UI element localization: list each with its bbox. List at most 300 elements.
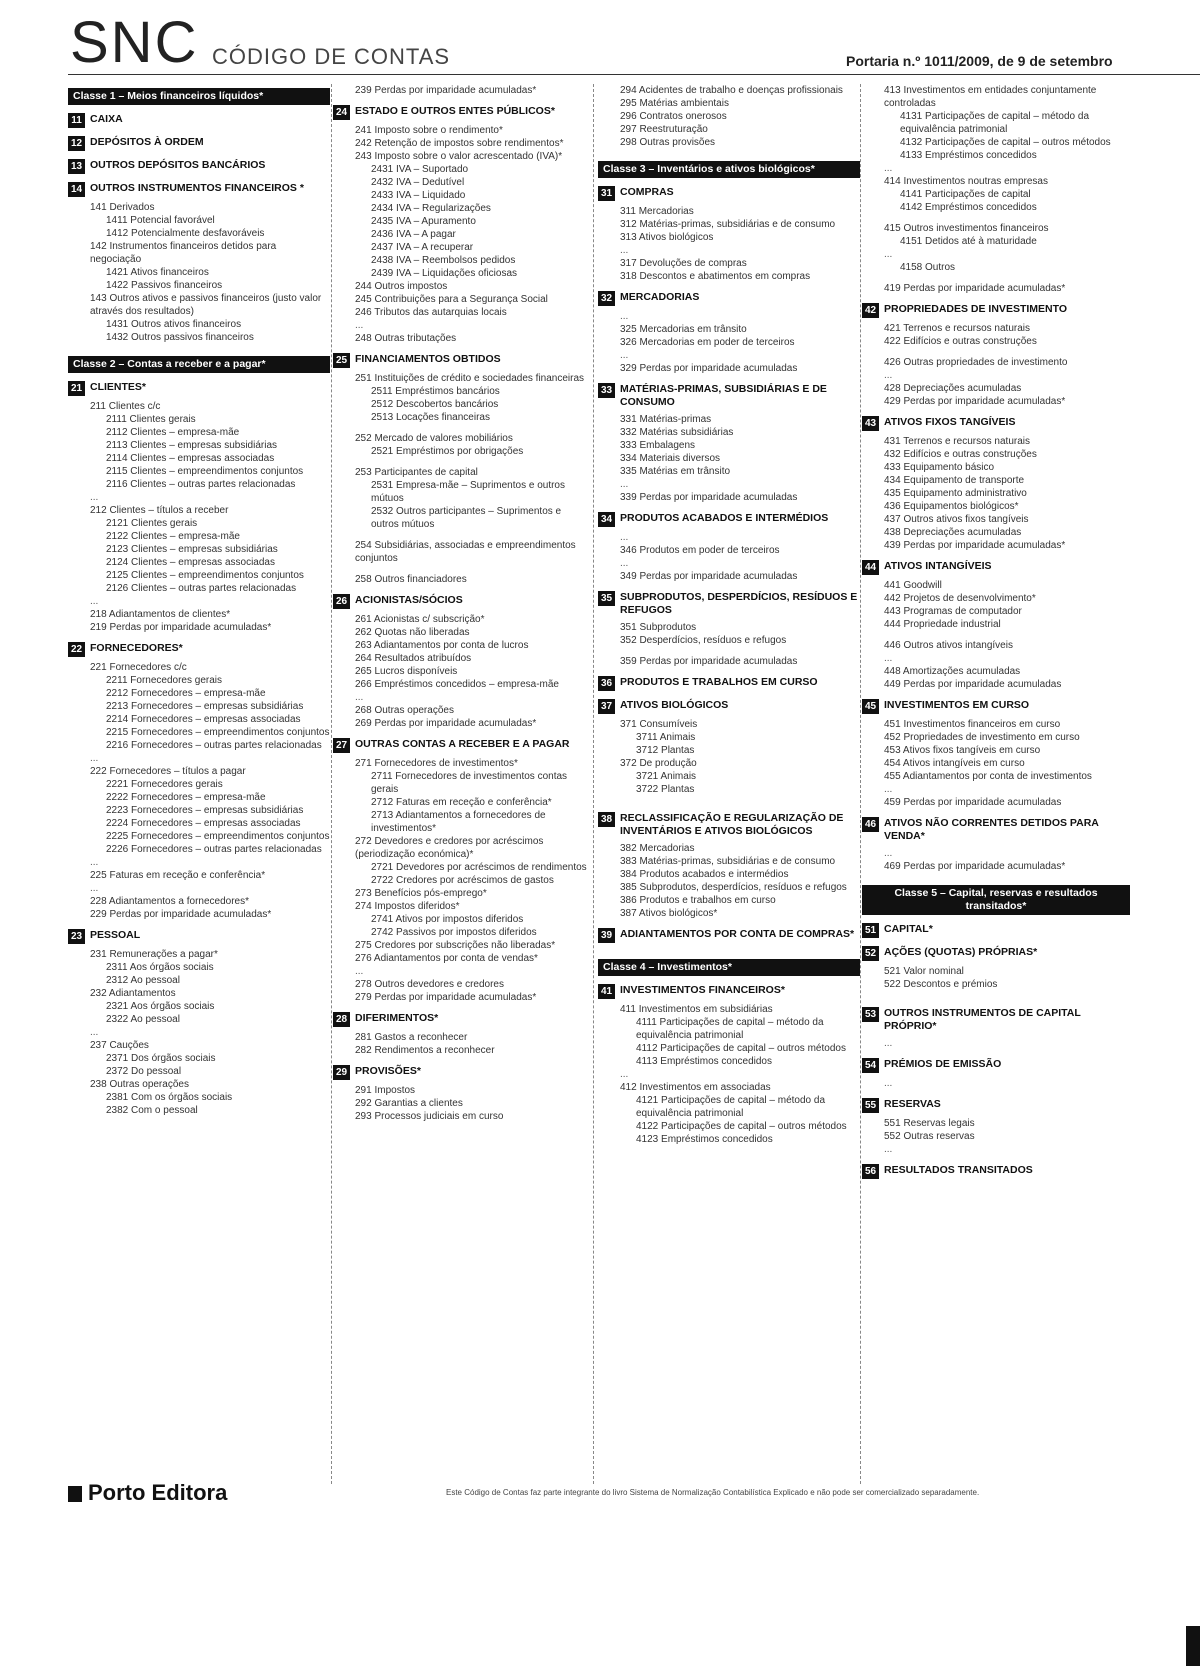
account-item: 2224 Fornecedores – empresas associadas [106, 818, 301, 829]
spacer [333, 424, 588, 432]
account-item: 1412 Potencialmente desfavoráveis [106, 228, 265, 239]
account-item: 141 Derivados [90, 202, 155, 213]
account-title: OUTROS INSTRUMENTOS DE CAPITAL PRÓPRIO* [884, 1007, 1081, 1032]
ellipsis: ... [620, 350, 629, 361]
account-heading [333, 594, 588, 609]
spacer [598, 947, 860, 955]
account-heading [598, 928, 860, 943]
account-title: ATIVOS BIOLÓGICOS [620, 699, 729, 711]
ellipsis: ... [884, 1078, 893, 1089]
account-item: 2722 Credores por acréscimos de gastos [371, 875, 554, 886]
account-heading [862, 1007, 1130, 1033]
account-item: 282 Rendimentos a reconhecer [355, 1045, 495, 1056]
account-item: 2713 Adiantamentos a fornecedores de investimentos* [371, 810, 546, 834]
account-item: 218 Adiantamentos de clientes* [90, 609, 231, 620]
account-title: PESSOAL [90, 929, 141, 941]
account-item: 239 Perdas por imparidade acumuladas* [355, 85, 537, 96]
account-item: 2223 Fornecedores – empresas subsidiárias [106, 805, 304, 816]
account-item: 2438 IVA – Reembolsos pedidos [371, 255, 516, 266]
account-item: 258 Outros financiadores [355, 574, 467, 585]
account-item: 3711 Animais [636, 732, 696, 743]
account-item: 253 Participantes de capital [355, 467, 478, 478]
class-heading: Classe 2 – Contas a receber e a pagar* [68, 356, 330, 373]
spacer [862, 631, 1130, 639]
footer-note: Este Código de Contas faz parte integrante do livro Sistema de Normalização Contabilística Explicado e não pode ser comercializado separadamente. [446, 1488, 980, 1497]
account-number-badge: 42 [862, 303, 879, 318]
account-item: 2321 Aos órgãos sociais [106, 1001, 215, 1012]
account-item: 237 Cauções [90, 1040, 149, 1051]
account-title: SUBPRODUTOS, DESPERDÍCIOS, RESÍDUOS E REFUGOS [620, 591, 858, 616]
account-heading [68, 642, 330, 657]
account-item: 2212 Fornecedores – empresa-mãe [106, 688, 266, 699]
account-heading [333, 1012, 588, 1027]
account-heading [68, 113, 330, 128]
account-item: 421 Terrenos e recursos naturais [884, 323, 1031, 334]
account-number-badge: 54 [862, 1058, 879, 1073]
account-heading [598, 699, 860, 714]
account-number-badge: 44 [862, 560, 879, 575]
account-item: 384 Produtos acabados e intermédios [620, 869, 789, 880]
ellipsis: ... [884, 848, 893, 859]
account-item: 271 Fornecedores de investimentos* [355, 758, 518, 769]
account-title: AÇÕES (QUOTAS) PRÓPRIAS* [884, 946, 1038, 958]
account-item: 4133 Empréstimos concedidos [900, 150, 1037, 161]
account-title: ESTADO E OUTROS ENTES PÚBLICOS* [355, 105, 555, 117]
account-heading [862, 416, 1130, 431]
account-heading [333, 1065, 588, 1080]
account-item: 2433 IVA – Liquidado [371, 190, 466, 201]
account-item: 335 Matérias em trânsito [620, 466, 731, 477]
account-item: 412 Investimentos em associadas [620, 1082, 771, 1093]
account-item: 266 Empréstimos concedidos – empresa-mãe [355, 679, 559, 690]
account-item: 225 Faturas em receção e conferência* [90, 870, 266, 881]
account-number-badge: 53 [862, 1007, 879, 1022]
account-heading [862, 560, 1130, 575]
account-item: 2322 Ao pessoal [106, 1014, 180, 1025]
account-item: 2115 Clientes – empreendimentos conjuntos [106, 466, 304, 477]
publisher-logo [68, 1480, 227, 1506]
account-item: 2211 Fornecedores gerais [106, 675, 222, 686]
spacer [862, 274, 1130, 282]
ellipsis: ... [90, 492, 99, 503]
account-item: 433 Equipamento básico [884, 462, 995, 473]
account-heading [333, 738, 588, 753]
account-item: 438 Depreciações acumuladas [884, 527, 1022, 538]
account-item: 1422 Passivos financeiros [106, 280, 223, 291]
ellipsis: ... [620, 558, 629, 569]
account-item: 221 Fornecedores c/c [90, 662, 187, 673]
account-item: 2512 Descobertos bancários [371, 399, 499, 410]
account-number-badge: 23 [68, 929, 85, 944]
ellipsis: ... [884, 1038, 893, 1049]
column-3 [598, 84, 860, 1146]
account-heading [862, 303, 1130, 318]
account-title: CLIENTES* [90, 381, 147, 393]
account-item: 387 Ativos biológicos* [620, 908, 718, 919]
ellipsis: ... [90, 883, 99, 894]
account-number-badge: 12 [68, 136, 85, 151]
account-item: 4158 Outros [900, 262, 956, 273]
account-heading [68, 381, 330, 396]
account-item: 212 Clientes – títulos a receber [90, 505, 229, 516]
account-item: 2213 Fornecedores – empresas subsidiárias [106, 701, 304, 712]
account-item: 2116 Clientes – outras partes relacionadas [106, 479, 296, 490]
account-item: 292 Garantias a clientes [355, 1098, 463, 1109]
account-title: PRODUTOS ACABADOS E INTERMÉDIOS [620, 512, 829, 524]
account-number-badge: 22 [68, 642, 85, 657]
account-heading [862, 946, 1130, 961]
column-2 [333, 84, 588, 1123]
account-item: 2532 Outros participantes – Suprimentos e outros mútuos [371, 506, 562, 530]
account-item: 325 Mercadorias em trânsito [620, 324, 747, 335]
account-heading [598, 291, 860, 306]
account-title: PRÉMIOS DE EMISSÃO [884, 1058, 1002, 1070]
account-item: 2226 Fornecedores – outras partes relacionadas [106, 844, 322, 855]
account-item: 382 Mercadorias [620, 843, 695, 854]
account-item: 4122 Participações de capital – outros métodos [636, 1121, 847, 1132]
account-title: MATÉRIAS-PRIMAS, SUBSIDIÁRIAS E DE CONSUMO [620, 383, 827, 408]
account-number-badge: 21 [68, 381, 85, 396]
account-item: 3712 Plantas [636, 745, 695, 756]
account-heading [598, 383, 860, 409]
account-item: 272 Devedores e credores por acréscimos (periodização económica)* [355, 836, 544, 860]
account-item: 449 Perdas por imparidade acumuladas [884, 679, 1062, 690]
account-item: 333 Embalagens [620, 440, 696, 451]
account-item: 251 Instituições de crédito e sociedades financeiras [355, 373, 585, 384]
spacer [333, 531, 588, 539]
account-item: 1421 Ativos financeiros [106, 267, 209, 278]
account-item: 274 Impostos diferidos* [355, 901, 460, 912]
account-number-badge: 43 [862, 416, 879, 431]
account-item: 2113 Clientes – empresas subsidiárias [106, 440, 278, 451]
page-title: SNC [70, 10, 199, 75]
account-item: 419 Perdas por imparidade acumuladas* [884, 283, 1066, 294]
ellipsis: ... [90, 596, 99, 607]
account-number-badge: 52 [862, 946, 879, 961]
account-item: 2372 Do pessoal [106, 1066, 182, 1077]
account-item: 4141 Participações de capital [900, 189, 1031, 200]
account-item: 459 Perdas por imparidade acumuladas [884, 797, 1062, 808]
account-item: 522 Descontos e prémios [884, 979, 998, 990]
account-item: 339 Perdas por imparidade acumuladas [620, 492, 798, 503]
account-item: 4111 Participações de capital – método da equivalência patrimonial [636, 1017, 824, 1041]
account-heading [598, 591, 860, 617]
account-item: 294 Acidentes de trabalho e doenças profissionais [620, 85, 843, 96]
account-item: 2123 Clientes – empresas subsidiárias [106, 544, 278, 555]
account-heading [333, 105, 588, 120]
account-title: CAPITAL* [884, 923, 933, 935]
account-item: 276 Adiantamentos por conta de vendas* [355, 953, 538, 964]
account-item: 1431 Outros ativos financeiros [106, 319, 242, 330]
account-item: 1411 Potencial favorável [106, 215, 215, 226]
account-item: 329 Perdas por imparidade acumuladas [620, 363, 798, 374]
ellipsis: ... [620, 245, 629, 256]
account-title: ATIVOS INTANGÍVEIS [884, 560, 992, 572]
account-number-badge: 29 [333, 1065, 350, 1080]
account-number-badge: 39 [598, 928, 615, 943]
account-item: 437 Outros ativos fixos tangíveis [884, 514, 1029, 525]
account-item: 332 Matérias subsidiárias [620, 427, 734, 438]
account-item: 2371 Dos órgãos sociais [106, 1053, 216, 1064]
account-item: 142 Instrumentos financeiros detidos para negociação [90, 241, 277, 265]
account-item: 455 Adiantamentos por conta de investimentos [884, 771, 1092, 782]
account-item: 241 Imposto sobre o rendimento* [355, 125, 503, 136]
class-heading: Classe 5 – Capital, reservas e resultados transitados* [862, 885, 1130, 915]
account-item: 4142 Empréstimos concedidos [900, 202, 1037, 213]
account-item: 311 Mercadorias [620, 206, 694, 217]
account-number-badge: 11 [68, 113, 85, 128]
account-item: 222 Fornecedores – títulos a pagar [90, 766, 246, 777]
account-title: DEPÓSITOS À ORDEM [90, 136, 204, 148]
account-number-badge: 45 [862, 699, 879, 714]
account-title: ATIVOS FIXOS TANGÍVEIS [884, 416, 1016, 428]
account-item: 426 Outras propriedades de investimento [884, 357, 1068, 368]
column-separator [331, 84, 332, 1484]
account-number-badge: 26 [333, 594, 350, 609]
account-item: 469 Perdas por imparidade acumuladas* [884, 861, 1066, 872]
account-item: 2439 IVA – Liquidações oficiosas [371, 268, 518, 279]
ellipsis: ... [90, 857, 99, 868]
account-title: ATIVOS NÃO CORRENTES DETIDOS PARA VENDA* [884, 817, 1099, 842]
account-number-badge: 34 [598, 512, 615, 527]
account-item: 2222 Fornecedores – empresa-mãe [106, 792, 266, 803]
account-item: 1432 Outros passivos financeiros [106, 332, 254, 343]
account-item: 219 Perdas por imparidade acumuladas* [90, 622, 272, 633]
ellipsis: ... [355, 692, 364, 703]
spacer [862, 991, 1130, 999]
account-item: 297 Reestruturação [620, 124, 708, 135]
account-item: 429 Perdas por imparidade acumuladas* [884, 396, 1066, 407]
account-item: 264 Resultados atribuídos [355, 653, 472, 664]
account-number-badge: 41 [598, 984, 615, 999]
account-item: 351 Subprodutos [620, 622, 697, 633]
account-number-badge: 24 [333, 105, 350, 120]
account-item: 2711 Fornecedores de investimentos contas gerais [371, 771, 568, 795]
account-item: 2742 Passivos por impostos diferidos [371, 927, 537, 938]
account-number-badge: 51 [862, 923, 879, 938]
column-1 [68, 84, 330, 1117]
account-item: 2311 Aos órgãos sociais [106, 962, 214, 973]
account-heading [68, 929, 330, 944]
account-heading [862, 699, 1130, 714]
account-item: 2121 Clientes gerais [106, 518, 198, 529]
account-title: COMPRAS [620, 186, 674, 198]
account-item: 359 Perdas por imparidade acumuladas [620, 656, 798, 667]
account-heading [598, 812, 860, 838]
account-item: 2122 Clientes – empresa-mãe [106, 531, 240, 542]
account-title: FINANCIAMENTOS OBTIDOS [355, 353, 501, 365]
account-item: 352 Desperdícios, resíduos e refugos [620, 635, 787, 646]
account-heading [598, 186, 860, 201]
account-item: 454 Ativos intangíveis em curso [884, 758, 1025, 769]
account-item: 371 Consumíveis [620, 719, 698, 730]
account-title: OUTRAS CONTAS A RECEBER E A PAGAR [355, 738, 570, 750]
account-title: RESERVAS [884, 1098, 941, 1110]
account-item: 413 Investimentos em entidades conjuntamente controladas [884, 85, 1097, 109]
ellipsis: ... [620, 532, 629, 543]
account-item: 291 Impostos [355, 1085, 416, 1096]
account-number-badge: 56 [862, 1164, 879, 1179]
account-heading [68, 159, 330, 174]
account-item: 261 Acionistas c/ subscrição* [355, 614, 485, 625]
account-item: 434 Equipamento de transporte [884, 475, 1025, 486]
account-title: PROVISÕES* [355, 1065, 421, 1077]
spacer [333, 458, 588, 466]
account-heading [68, 136, 330, 151]
account-number-badge: 46 [862, 817, 879, 832]
account-item: 383 Matérias-primas, subsidiárias e de consumo [620, 856, 836, 867]
account-item: 2712 Faturas em receção e conferência* [371, 797, 552, 808]
account-number-badge: 14 [68, 182, 85, 197]
account-item: 2221 Fornecedores gerais [106, 779, 223, 790]
account-item: 346 Produtos em poder de terceiros [620, 545, 780, 556]
page-subtitle: CÓDIGO DE CONTAS [212, 44, 451, 69]
account-title: INVESTIMENTOS EM CURSO [884, 699, 1030, 711]
account-item: 244 Outros impostos [355, 281, 448, 292]
column-4 [862, 84, 1130, 1183]
account-heading [862, 923, 1130, 938]
account-item: 2126 Clientes – outras partes relacionadas [106, 583, 297, 594]
ellipsis: ... [90, 1027, 99, 1038]
account-item: 414 Investimentos noutras empresas [884, 176, 1048, 187]
account-item: 2721 Devedores por acréscimos de rendimentos [371, 862, 587, 873]
account-item: 2216 Fornecedores – outras partes relacionadas [106, 740, 322, 751]
account-heading [862, 1058, 1130, 1073]
account-title: INVESTIMENTOS FINANCEIROS* [620, 984, 785, 996]
account-item: 411 Investimentos em subsidiárias [620, 1004, 773, 1015]
account-item: 428 Depreciações acumuladas [884, 383, 1022, 394]
account-item: 441 Goodwill [884, 580, 942, 591]
account-item: 444 Propriedade industrial [884, 619, 1001, 630]
ellipsis: ... [884, 1144, 893, 1155]
account-item: 312 Matérias-primas, subsidiárias e de consumo [620, 219, 836, 230]
legal-reference: Portaria n.º 1011/2009, de 9 de setembro [846, 53, 1113, 69]
ellipsis: ... [884, 249, 893, 260]
account-item: 2111 Clientes gerais [106, 414, 196, 425]
account-item: 279 Perdas por imparidade acumuladas* [355, 992, 537, 1003]
account-item: 439 Perdas por imparidade acumuladas* [884, 540, 1066, 551]
account-item: 2431 IVA – Suportado [371, 164, 469, 175]
ellipsis: ... [90, 753, 99, 764]
account-item: 268 Outras operações [355, 705, 454, 716]
account-item: 552 Outras reservas [884, 1131, 975, 1142]
account-item: 281 Gastos a reconhecer [355, 1032, 468, 1043]
account-item: 2513 Locações financeiras [371, 412, 490, 423]
ellipsis: ... [884, 653, 893, 664]
account-number-badge: 55 [862, 1098, 879, 1113]
account-item: 262 Quotas não liberadas [355, 627, 470, 638]
account-item: 254 Subsidiárias, associadas e empreendimentos conjuntos [355, 540, 576, 564]
account-item: 4121 Participações de capital – método da equivalência patrimonial [636, 1095, 826, 1119]
account-item: 435 Equipamento administrativo [884, 488, 1027, 499]
spacer [598, 149, 860, 157]
account-item: 2214 Fornecedores – empresas associadas [106, 714, 301, 725]
account-item: 278 Outros devedores e credores [355, 979, 504, 990]
ellipsis: ... [620, 1069, 629, 1080]
account-item: 318 Descontos e abatimentos em compras [620, 271, 811, 282]
account-item: 245 Contribuições para a Segurança Social [355, 294, 548, 305]
class-heading: Classe 1 – Meios financeiros líquidos* [68, 88, 330, 105]
account-item: 442 Projetos de desenvolvimento* [884, 593, 1036, 604]
account-number-badge: 38 [598, 812, 615, 827]
account-title: CAIXA [90, 113, 123, 125]
account-item: 2112 Clientes – empresa-mãe [106, 427, 240, 438]
account-title: OUTROS DEPÓSITOS BANCÁRIOS [90, 159, 266, 171]
account-item: 293 Processos judiciais em curso [355, 1111, 504, 1122]
account-number-badge: 36 [598, 676, 615, 691]
spacer [862, 214, 1130, 222]
account-number-badge: 37 [598, 699, 615, 714]
account-item: 313 Ativos biológicos [620, 232, 714, 243]
account-item: 4151 Detidos até à maturidade [900, 236, 1037, 247]
account-item: 415 Outros investimentos financeiros [884, 223, 1049, 234]
account-item: 143 Outros ativos e passivos financeiros (justo valor através dos resultados) [90, 293, 322, 317]
account-item: 248 Outras tributações [355, 333, 457, 344]
account-heading [598, 512, 860, 527]
class-heading: Classe 4 – Investimentos* [598, 959, 860, 976]
account-title: OUTROS INSTRUMENTOS FINANCEIROS * [90, 182, 304, 194]
account-title: ADIANTAMENTOS POR CONTA DE COMPRAS* [620, 928, 855, 940]
ellipsis: ... [355, 966, 364, 977]
account-item: 269 Perdas por imparidade acumuladas* [355, 718, 537, 729]
account-item: 2382 Com o pessoal [106, 1105, 198, 1116]
account-item: 242 Retenção de impostos sobre rendimentos* [355, 138, 564, 149]
account-item: 232 Adiantamentos [90, 988, 176, 999]
account-item: 2312 Ao pessoal [106, 975, 180, 986]
column-separator [860, 84, 861, 1484]
account-item: 453 Ativos fixos tangíveis em curso [884, 745, 1041, 756]
account-item: 448 Amortizações acumuladas [884, 666, 1021, 677]
account-item: 331 Matérias-primas [620, 414, 712, 425]
account-heading [598, 984, 860, 999]
ellipsis: ... [355, 320, 364, 331]
account-number-badge: 13 [68, 159, 85, 174]
account-item: 4113 Empréstimos concedidos [636, 1056, 772, 1067]
account-title: ACIONISTAS/SÓCIOS [355, 594, 463, 606]
account-number-badge: 35 [598, 591, 615, 606]
account-title: PRODUTOS E TRABALHOS EM CURSO [620, 676, 818, 688]
account-number-badge: 32 [598, 291, 615, 306]
account-item: 238 Outras operações [90, 1079, 189, 1090]
header-rule [68, 74, 1200, 75]
account-item: 2114 Clientes – empresas associadas [106, 453, 275, 464]
account-item: 2125 Clientes – empreendimentos conjuntos [106, 570, 304, 581]
account-title: MERCADORIAS [620, 291, 700, 303]
account-item: 263 Adiantamentos por conta de lucros [355, 640, 529, 651]
ellipsis: ... [884, 784, 893, 795]
ellipsis: ... [884, 370, 893, 381]
account-item: 2511 Empréstimos bancários [371, 386, 500, 397]
page-corner-mark [1186, 1626, 1200, 1666]
account-heading [862, 817, 1130, 843]
account-item: 422 Edifícios e outras construções [884, 336, 1037, 347]
account-heading [333, 353, 588, 368]
account-number-badge: 33 [598, 383, 615, 398]
account-item: 4112 Participações de capital – outros métodos [636, 1043, 846, 1054]
spacer [68, 344, 330, 352]
account-item: 446 Outros ativos intangíveis [884, 640, 1013, 651]
account-item: 326 Mercadorias em poder de terceiros [620, 337, 795, 348]
account-item: 2435 IVA – Apuramento [371, 216, 476, 227]
account-title: DIFERIMENTOS* [355, 1012, 439, 1024]
account-item: 231 Remunerações a pagar* [90, 949, 218, 960]
spacer [598, 647, 860, 655]
account-item: 436 Equipamentos biológicos* [884, 501, 1019, 512]
account-heading [68, 182, 330, 197]
account-item: 228 Adiantamentos a fornecedores* [90, 896, 249, 907]
account-item: 252 Mercado de valores mobiliários [355, 433, 513, 444]
account-item: 317 Devoluções de compras [620, 258, 747, 269]
